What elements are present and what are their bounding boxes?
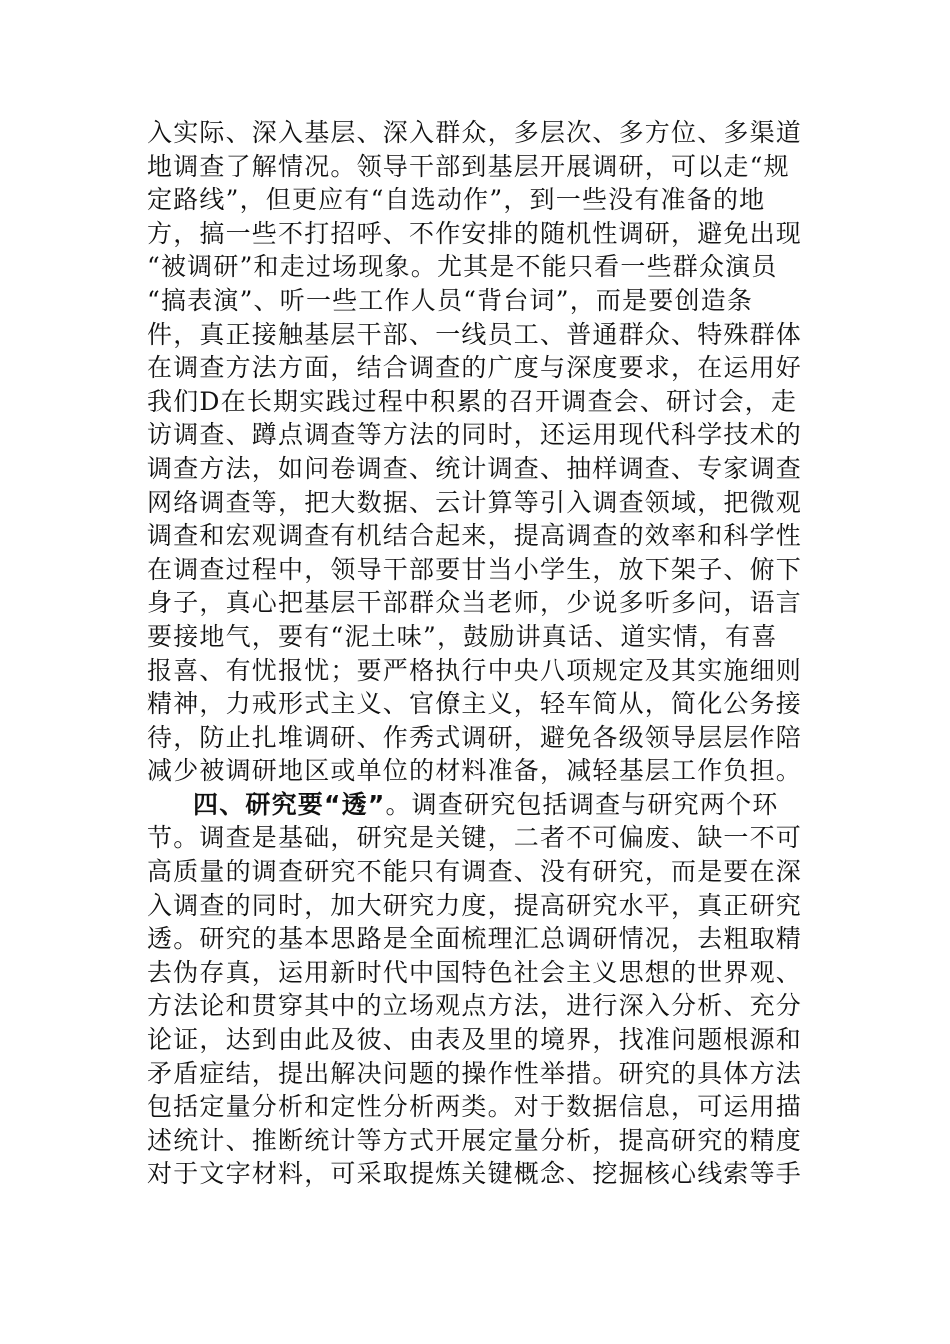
text-line: 待，防止扎堆调研、作秀式调研，避免各级领导层层作陪 [147,722,803,752]
text-line: 入实际、深入基层、深入群众，多层次、多方位、多渠道 [147,118,803,147]
text-line: 网络调查等，把大数据、云计算等引入调查领域，把微观 [147,487,803,517]
text-line: 对于文字材料，可采取提炼关键概念、挖掘核心线索等手 [147,1159,803,1189]
text-line: “搞表演”、听一些工作人员“背台词”，而是要创造条 [147,285,754,315]
text-line: 减少被调研地区或单位的材料准备，减轻基层工作负担。 [147,756,803,786]
text-line: 节。调查是基础，研究是关键，二者不可偏废、缺一不可 [147,823,803,853]
text-line: 我们D在长期实践过程中积累的召开调查会、研讨会，走 [147,386,798,416]
text-line: 包括定量分析和定性分析两类。对于数据信息，可运用描 [147,1092,803,1122]
text-line: 在调查方法方面，结合调查的广度与深度要求，在运用好 [147,353,803,383]
text-line: 方法论和贯穿其中的立场观点方法，进行深入分析、充分 [147,991,803,1021]
text-line: 件，真正接触基层干部、一线员工、普通群众、特殊群体 [147,319,803,349]
section-heading: 四、研究要“透” [193,789,386,819]
text-line: 述统计、推断统计等方式开展定量分析，提高研究的精度 [147,1125,803,1155]
text-line: 身子，真心把基层干部群众当老师，少说多听多问，语言 [147,588,803,618]
text-line: 要接地气，要有“泥土味”，鼓励讲真话、道实情，有喜 [147,621,778,651]
section-first-line-text: 。调查研究包括调查与研究两个环 [385,789,779,819]
text-line: 入调查的同时，加大研究力度，提高研究水平，真正研究 [147,890,803,920]
text-line: 方，搞一些不打招呼、不作安排的随机性调研，避免出现 [147,218,803,248]
section-first-line [147,788,807,822]
text-line: 调查和宏观调查有机结合起来，提高调查的效率和科学性 [147,521,803,551]
text-line: 精神，力戒形式主义、官僚主义，轻车简从，简化公务接 [147,689,803,719]
text-line: 论证，达到由此及彼、由表及里的境界，找准问题根源和 [147,1025,803,1055]
text-line: “被调研”和走过场现象。尤其是不能只看一些群众演员 [147,252,778,282]
text-line: 报喜、有忧报忧；要严格执行中央八项规定及其实施细则 [147,655,803,685]
text-line: 去伪存真，运用新时代中国特色社会主义思想的世界观、 [147,957,803,987]
text-line: 访调查、蹲点调查等方法的同时，还运用现代科学技术的 [147,420,803,450]
body-text [147,116,807,1191]
text-line: 在调查过程中，领导干部要甘当小学生，放下架子、俯下 [147,554,803,584]
text-line: 调查方法，如问卷调查、统计调查、抽样调查、专家调查 [147,453,803,483]
text-line: 定路线”，但更应有“自选动作”，到一些没有准备的地 [147,185,766,215]
text-line: 地调查了解情况。领导干部到基层开展调研，可以走“规 [147,151,790,181]
text-line: 高质量的调查研究不能只有调查、没有研究，而是要在深 [147,857,803,887]
text-line: 透。研究的基本思路是全面梳理汇总调研情况，去粗取精 [147,924,803,954]
text-line: 矛盾症结，提出解决问题的操作性举措。研究的具体方法 [147,1058,803,1088]
